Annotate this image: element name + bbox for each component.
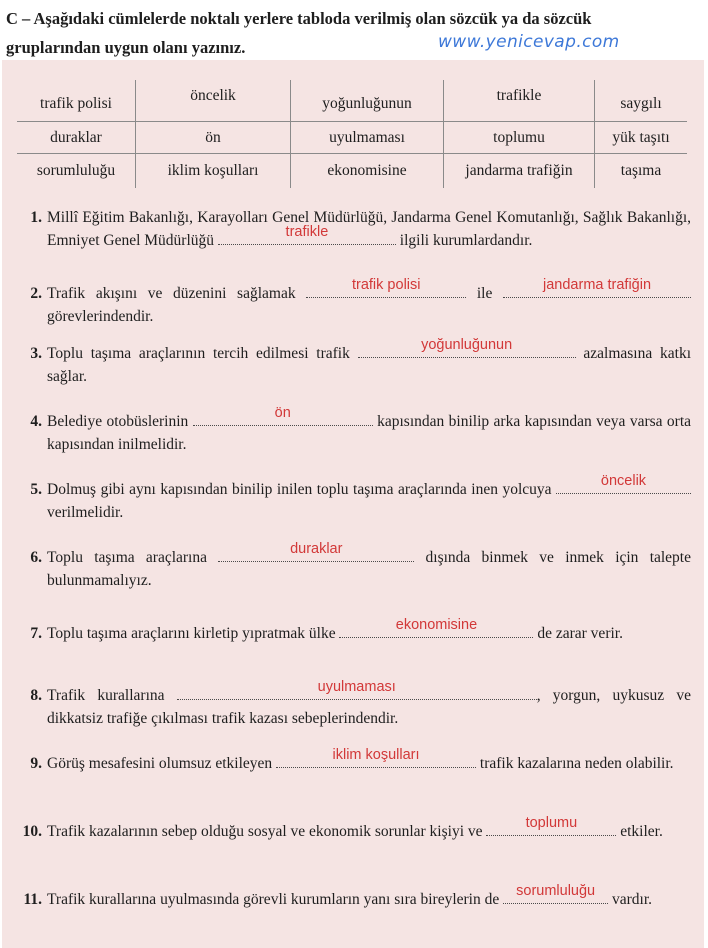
question-number: 6.: [30, 549, 42, 566]
question-text: Görüş mesafesini olumsuz etkileyen iklim koşulları trafik kazalarına neden olabilir.: [47, 747, 674, 772]
answer-text: ekonomisine: [395, 617, 478, 633]
answer-blank[interactable]: [276, 747, 476, 768]
word-cell: öncelik: [136, 80, 291, 122]
answer-blank[interactable]: [218, 224, 396, 245]
question-number: 11.: [23, 891, 42, 908]
question-text: Toplu taşıma araçlarının tercih edilmesi trafik yoğunluğunun azalmasına katkı sağlar.: [47, 337, 691, 385]
answer-blank[interactable]: [193, 405, 373, 426]
question-number: 7.: [30, 625, 42, 642]
watermark: www.yenicevap.com: [438, 32, 620, 52]
question-text: Belediye otobüslerinin ön kapısından binilip arka kapısından veya varsa orta kapısından inilmelidir.: [47, 405, 692, 453]
question-text: Dolmuş gibi aynı kapısından binilip inilen toplu taşıma araçlarında inen yolcuya öncelik verilmelidir.: [47, 478, 691, 524]
word-cell: ekonomisine: [291, 154, 444, 189]
word-cell: yoğunluğunun: [291, 80, 444, 122]
question-text: Toplu taşıma araçlarını kirletip yıpratmak ülke ekonomisine de zarar verir.: [47, 617, 623, 642]
answer-blank[interactable]: [556, 473, 691, 494]
word-table-row: [17, 80, 687, 122]
question-number: 8.: [30, 687, 42, 704]
word-cell: jandarma trafiğin: [444, 154, 595, 189]
question-number: 4.: [30, 413, 42, 430]
answer-text: öncelik: [600, 473, 647, 489]
question-text: Trafik kurallarına uyulmaması , yorgun, uykusuz ve dikkatsiz trafiğe çıkılması trafik kazası sebeplerindendir.: [47, 679, 691, 727]
answer-text: toplumu: [525, 815, 578, 831]
question-text: Trafik kurallarına uyulmasında görevli kurumların yanı sıra bireylerin de sorumluluğu vardır.: [47, 883, 653, 908]
answer-blank[interactable]: [503, 883, 608, 904]
word-cell: trafik polisi: [17, 80, 136, 122]
answer-blank[interactable]: [358, 337, 576, 358]
answer-text: jandarma trafiğin: [543, 277, 652, 293]
word-table-row: [17, 122, 687, 154]
question-number: 1.: [30, 209, 42, 226]
question-number: 2.: [30, 285, 42, 302]
word-cell: yük taşıtı: [595, 122, 688, 154]
answer-blank[interactable]: [486, 815, 616, 836]
word-cell: taşıma: [595, 154, 688, 189]
question-text: Trafik kazalarının sebep olduğu sosyal ve ekonomik sorunlar kişiyi ve toplumu etkiler.: [47, 815, 663, 840]
word-cell: iklim koşulları: [136, 154, 291, 189]
answer-blank[interactable]: [306, 277, 466, 298]
answer-text: uyulmaması: [317, 679, 396, 695]
question-number: 3.: [30, 345, 42, 362]
answer-text: duraklar: [290, 541, 343, 557]
answer-text: ön: [274, 405, 291, 421]
answer-blank[interactable]: [177, 679, 537, 700]
question-text: Trafik akışını ve düzenini sağlamak trafik polisi ile jandarma trafiğin görevlerindendir.: [47, 282, 691, 328]
question-text: Toplu taşıma araçlarına duraklar dışında binmek ve inmek için talepte bulunmamalıyız.: [47, 541, 691, 589]
word-cell: toplumu: [444, 122, 595, 154]
answer-blank[interactable]: [218, 541, 414, 562]
word-table: [17, 80, 687, 188]
answer-text: sorumluluğu: [516, 883, 596, 899]
instruction-line-2: gruplarından uygun olanı yazınız.: [6, 38, 246, 57]
word-cell: duraklar: [17, 122, 136, 154]
answer-text: trafik polisi: [351, 277, 421, 293]
question-number: 5.: [30, 481, 42, 498]
word-cell: saygılı: [595, 80, 688, 122]
word-cell: trafikle: [444, 80, 595, 122]
answer-text: yoğunluğunun: [421, 337, 513, 353]
question-number: 9.: [30, 755, 42, 772]
answer-blank[interactable]: [503, 277, 691, 298]
instruction-line-1: C – Aşağıdaki cümlelerde noktalı yerlere tabloda verilmiş olan sözcük ya da sözcük: [6, 9, 592, 28]
question-text: Millî Eğitim Bakanlığı, Karayolları Genel Müdürlüğü, Jandarma Genel Komutanlığı, Sağlık Bakanlığı, Emniyet Genel Müdürlüğü trafikle ilgili kurumlardandır.: [47, 209, 691, 249]
word-cell: uyulmaması: [291, 122, 444, 154]
answer-text: trafikle: [285, 224, 329, 240]
answer-blank[interactable]: [339, 617, 533, 638]
word-cell: ön: [136, 122, 291, 154]
answer-text: iklim koşulları: [332, 747, 420, 763]
word-cell: sorumluluğu: [36, 162, 116, 179]
word-table-row: [17, 154, 687, 189]
question-number: 10.: [22, 823, 42, 840]
